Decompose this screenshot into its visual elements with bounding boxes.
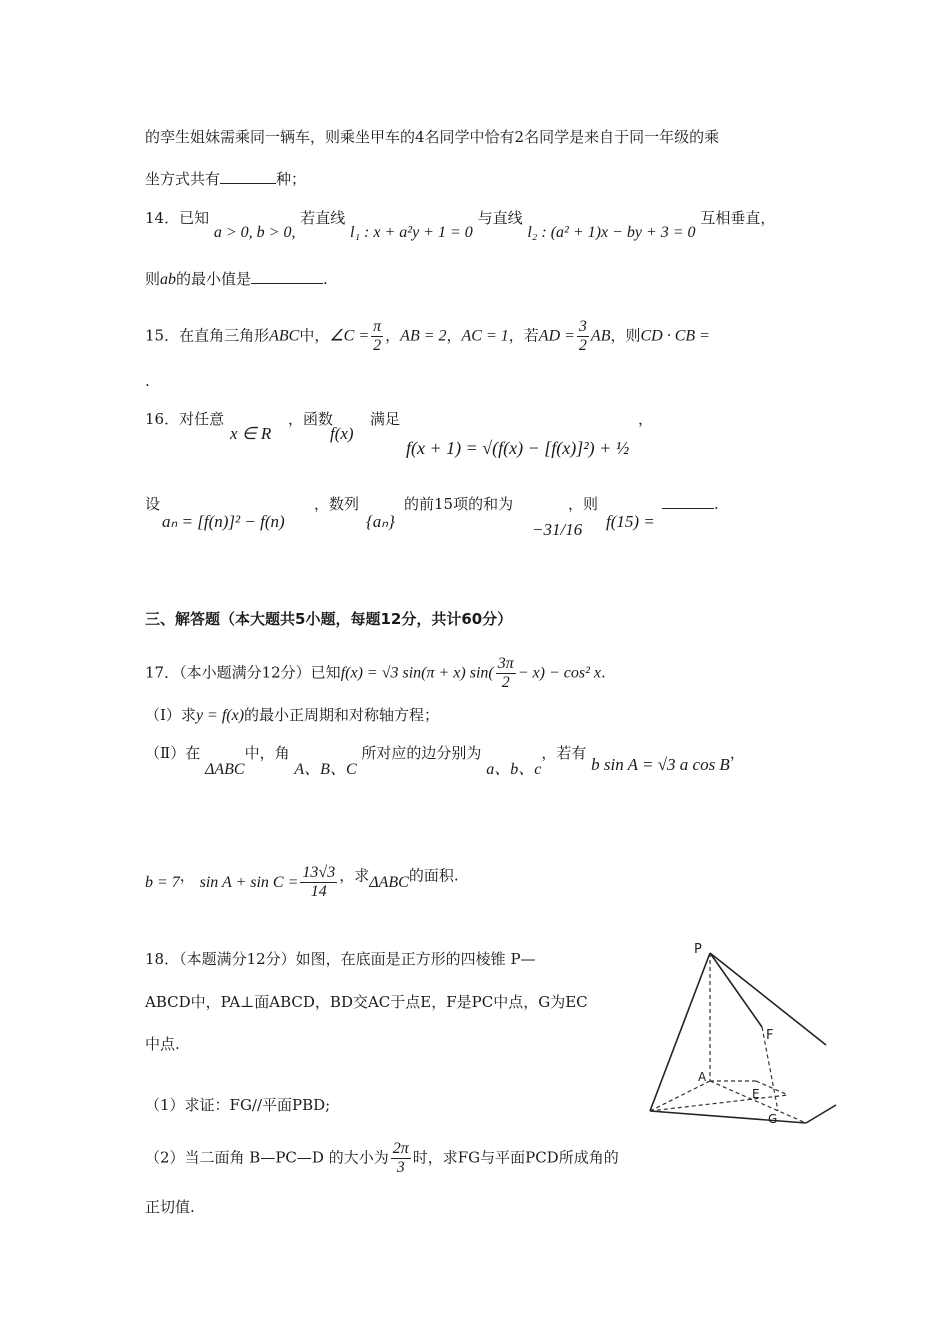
question-16-line-1 bbox=[145, 408, 224, 430]
fraction-2pi-over-3: $\frac{2\pi}{3}$ bbox=[392, 1140, 409, 1176]
paragraph-text: （Ⅱ）在 bbox=[145, 744, 201, 762]
paragraph-text: 若直线 bbox=[300, 209, 346, 227]
math-line-l1: l₁ : x + a²y + 1 = 0 bbox=[350, 224, 473, 241]
math-condition: a > 0, b > 0, bbox=[213, 224, 296, 241]
question-17-part-2-cont bbox=[145, 858, 459, 900]
math-sum-value: −31/16 bbox=[532, 520, 583, 539]
math-condition: b sin A = √3 a cos B bbox=[591, 755, 730, 774]
math-ab-length: AB = 2 bbox=[400, 327, 447, 345]
paragraph-text: . bbox=[323, 270, 328, 288]
math-x-in-r: x ∈ R bbox=[230, 424, 272, 443]
edge-pf bbox=[710, 953, 762, 1027]
question-18-line-2: ABCD中，PA⊥面ABCD，BD交AC于点E，F是PC中点，G为EC bbox=[145, 993, 588, 1011]
math-ac-length: AC = 1 bbox=[461, 327, 509, 345]
question-17-part-1 bbox=[145, 704, 439, 727]
math-angle: ∠C = bbox=[329, 327, 370, 345]
math-ab-vector: AB bbox=[590, 327, 611, 345]
question-15-end bbox=[145, 370, 150, 392]
paragraph-text: ，则 bbox=[610, 326, 641, 345]
question-18-line-1: 18．（本题满分12分）如图，在底面是正方形的四棱锥 P— bbox=[145, 950, 536, 968]
question-17-line bbox=[145, 655, 606, 692]
edge-pd bbox=[650, 953, 710, 1111]
paragraph-text: 中， bbox=[299, 326, 330, 345]
fraction-3pi-over-2: $\frac{3\pi}{2}$ bbox=[497, 655, 514, 691]
math-dot-product: CD · CB = bbox=[640, 327, 710, 345]
question-18-part-1: （1）求证：FG//平面PBD; bbox=[145, 1096, 331, 1114]
math-sequence-def: aₙ = [f(n)]² − f(n) bbox=[162, 512, 285, 531]
paragraph-text: ，数列 bbox=[314, 495, 360, 513]
paragraph-text: ，则 bbox=[568, 495, 599, 513]
question-15-line bbox=[145, 318, 710, 355]
question-number: 14．已知 bbox=[145, 209, 210, 227]
edge-b bbox=[756, 1081, 788, 1095]
paragraph-text: 时，求FG与平面PCD所成角的 bbox=[412, 1148, 619, 1167]
paragraph-text: ，求 bbox=[339, 866, 370, 885]
paragraph-text: 互相垂直， bbox=[700, 209, 776, 227]
answer-blank[interactable] bbox=[220, 169, 276, 184]
paragraph-text: . bbox=[145, 372, 150, 390]
section-heading: 三、解答题（本大题共5小题，每题12分，共计60分） bbox=[145, 610, 513, 628]
math-triangle: ΔABC bbox=[369, 873, 409, 891]
paragraph-text: 17．（本小题满分12分）已知 bbox=[145, 663, 341, 682]
math-sides: a、b、c bbox=[486, 761, 542, 778]
label-a: A bbox=[698, 1070, 707, 1084]
fraction-pi-over-2: $\frac{\pi}{2}$ bbox=[373, 318, 382, 354]
math-f15: f(15) = bbox=[606, 512, 655, 531]
answer-blank[interactable] bbox=[662, 494, 714, 509]
paragraph-text: 中，角 bbox=[244, 744, 290, 762]
paragraph-text: ， bbox=[638, 410, 654, 428]
math-ad-vector: AD = bbox=[538, 327, 575, 345]
math-line-l2: l₂ : (a² + 1)x − by + 3 = 0 bbox=[527, 224, 696, 241]
text-line-2 bbox=[145, 168, 306, 190]
paragraph-text: 则 bbox=[145, 270, 161, 288]
math-y-fx: y = f(x) bbox=[195, 707, 245, 724]
paragraph-text: （Ⅰ）求 bbox=[145, 706, 196, 724]
math-sequence: {aₙ} bbox=[366, 512, 395, 531]
diagonal-bd bbox=[650, 1095, 788, 1111]
paragraph-text: 设 bbox=[145, 495, 161, 513]
question-18-part-2-end: 正切值. bbox=[145, 1198, 195, 1216]
paragraph-text: ， bbox=[446, 326, 462, 345]
paragraph-text: 的最小正周期和对称轴方程； bbox=[244, 706, 440, 724]
paragraph-text: 与直线 bbox=[477, 209, 523, 227]
label-f: F bbox=[766, 1028, 774, 1043]
math-triangle: ABC bbox=[269, 327, 300, 345]
paragraph-text: . bbox=[714, 495, 719, 513]
question-18-line-3: 中点. bbox=[145, 1035, 180, 1053]
math-angles: A、B、C bbox=[294, 761, 357, 778]
paragraph-text: ，若有 bbox=[541, 744, 587, 762]
paragraph-text: ， bbox=[385, 326, 401, 345]
question-16-answer bbox=[662, 493, 719, 515]
pyramid-figure bbox=[638, 935, 868, 1135]
paragraph-text: 满足 bbox=[370, 410, 401, 428]
fraction-3-over-2: $\frac{3}{2}$ bbox=[578, 318, 587, 354]
math-sine-sum: sin A + sin C = bbox=[199, 873, 299, 891]
paragraph-text: . bbox=[600, 663, 606, 682]
paragraph-text: 的面积. bbox=[408, 866, 459, 885]
paragraph-text: ， bbox=[179, 866, 195, 885]
paragraph-text: 的最小值是 bbox=[176, 270, 252, 288]
label-e: E bbox=[752, 1087, 760, 1101]
question-18-part-2 bbox=[145, 1140, 619, 1177]
paragraph-text: ，若 bbox=[508, 326, 539, 345]
math-b-value: b = 7 bbox=[145, 873, 180, 891]
label-p: P bbox=[694, 942, 702, 957]
paragraph-text: 的前15项的和为 bbox=[404, 495, 514, 513]
question-14-line-1 bbox=[145, 207, 776, 241]
paragraph-text: 15．在直角三角形 bbox=[145, 326, 270, 345]
math-function: f(x) = √3 sin(π + x) sin( bbox=[340, 664, 494, 682]
text-line-1 bbox=[145, 126, 719, 148]
question-17-part-2 bbox=[145, 742, 745, 778]
paragraph-text: 种； bbox=[276, 170, 307, 188]
paragraph-text: ，函数 bbox=[288, 410, 334, 428]
label-g: G bbox=[768, 1112, 778, 1126]
math-ab: ab bbox=[160, 271, 177, 288]
paragraph-text: ， bbox=[729, 744, 745, 762]
paragraph-text: 坐方式共有 bbox=[145, 170, 221, 188]
math-fx: f(x) bbox=[330, 424, 354, 443]
math-functional-equation: f(x + 1) = √(f(x) − [f(x)]²) + ½ bbox=[406, 438, 630, 458]
question-14-line-2 bbox=[145, 268, 328, 291]
edge-base-right bbox=[806, 1105, 836, 1123]
paragraph-text: 所对应的边分别为 bbox=[361, 744, 482, 762]
answer-blank[interactable] bbox=[251, 269, 323, 284]
paragraph-text: 的孪生姐妹需乘同一辆车，则乘坐甲车的4名同学中恰有2名同学是来自于同一年级的乘 bbox=[145, 128, 720, 146]
paragraph-text: 16．对任意 bbox=[145, 410, 225, 428]
fraction-13root3-over-14: $\frac{13√3}{14}$ bbox=[302, 864, 336, 900]
math-function-tail: − x) − cos² x bbox=[517, 664, 601, 682]
paragraph-text: （2）当二面角 B—PC—D 的大小为 bbox=[145, 1148, 389, 1167]
math-triangle: ΔABC bbox=[204, 761, 245, 778]
